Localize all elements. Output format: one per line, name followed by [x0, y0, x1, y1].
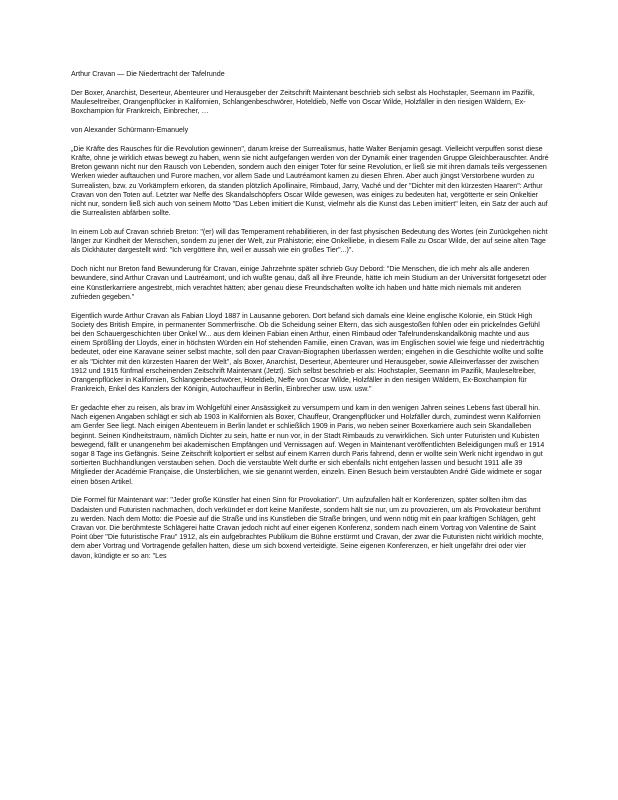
article-paragraph: In einem Lob auf Cravan schrieb Breton: "(er) will das Temperament rehabilitieren, in der fast physischen Bedeutung des Wortes (ein Zurückgehen nicht länger zur Kindheit der Menschen, sondern zu jener der Welt, zur Prähistorie; eine Onkelliebe, in diesem Falle zu Oscar Wilde, der auf seine alten Tage als Dickhäuter dargestellt wird: "Ich vergöttere ihn, weil er aussah wie ein großes Tier"...)". [71, 228, 548, 255]
article-lead: Der Boxer, Anarchist, Deserteur, Abenteurer und Herausgeber der Zeitschrift Maintenant beschrieb sich selbst als Hochstapler, Seemann im Pazifik, Mauleseltreiber, Orangenpflücker in Kalifornien, Schlangenbeschwörer, Hoteldieb, Neffe von Oscar Wilde, Holzfäller in den riesigen Wäldern, Ex-Boxchampion für Frankreich, Einbrecher, … [71, 88, 535, 116]
article-paragraph: „Die Kräfte des Rausches für die Revolution gewinnen", darum kreise der Surrealismus, hatte Walter Benjamin gesagt. Vielleicht verpuffen sonst diese Kräfte, ohne je wirklich etwas bewegt zu haben, wenn sie nicht aufgefangen werden von der Dynamik einer tragenden Gruppe Gleichberauschter. André Breton gewann nicht nur den Rausch von Lebenden, sondern auch den einiger Toter für seine Revolution, er ließ sie mit ihren damals teils vergessenen Werken wieder auftauchen und Furore machen, vor allem Sade und Lautréamont kamen zu diesen Ehren. Aber auch jüngst Verstorbene wurden zu Surrealisten, bzw. zu Vorkämpfern erkoren, da standen plötzlich Apollinaire, Rimbaud, Jarry, Vaché und der "Dichter mit den kürzesten Haaren": Arthur Cravan von den Toten auf. Letzter war Neffe des Skandalschöpfers Oscar Wilde gewesen, was einiges zu bedeuten hat, vergötterte er sein Onkeltier nicht nur, sondern ließ sich auch von seinem Motto "Das Leben imitiert die Kunst, vielmehr als die Kunst das Leben imitiert" leiten, ein Satz der auch auf die Surrealisten abfärben sollte. [71, 144, 549, 218]
article-byline: von Alexander Schürmann-Emanuely [71, 126, 189, 134]
article [71, 70, 549, 570]
article-title: Arthur Cravan — Die Niedertracht der Tafelrunde [71, 70, 225, 78]
article-paragraph: Er gedachte eher zu reisen, als brav im Wohlgefühl einer Ansässigkeit zu versumpern und kam in den wenigen Jahren seines Lebens fast überall hin. Nach eigenen Angaben schlägt er sich ab 1903 in Kalifornien als Boxer, Chauffeur, Orangenpflücker und Holzfäller durch, zumindest wenn Kalifornien am Genfer See liegt. Nach einigen Abenteuern in Berlin landet er schließlich 1909 in Paris, wo neben seiner Boxerkarriere auch sein Skandalleben beginnt. Seinen Kindheitstraum, nämlich Dichter zu sein, hatte er nun vor, in der Stadt Rimbauds zu verwirklichen. Sich unter Futuristen und Kubisten bewegend, fällt er unangenehm bei akademischen Empfängen und Vernissagen auf. Wegen in Maintenant veröffentlichten Beleidigungen muß er 1914 sogar 8 Tage ins Gefängnis. Seine Zeitschrift kolportiert er selbst auf einem Karren durch Paris fahrend, denn er wollte sein Werk nicht irgendwo in gut sortierten Buchhandlungen verstauben sehen. Doch die verstaubte Welt durfte er sich ebenfalls nicht entgehen lassen und besucht 1911 alle 39 Mitglieder der Académie Française, die Unsterblichen, wie sie genannt werden, einzeln. Einen Besuch beim verstaubten André Gide widmete er sogar einen bösen Artikel. [71, 404, 545, 486]
article-paragraph: Die Formel für Maintenant war: "Jeder große Künstler hat einen Sinn für Provokation". Um aufzufallen hält er Konferenzen, später sollten ihm das Dadaisten und Futuristen nachmachen, doch verkündet er dort keine Manifeste, sondern hält sie nur, um zu provozieren, um als Provokateur berühmt zu werden. Nach dem Motto: die Poesie auf die Straße und ins Kunstleben die Straße bringen, und wenn nötig mit ein paar kräftigen Schlägen, geht Cravan vor. Die berühmteste Schlägerei hatte Cravan jedoch nicht auf einer eigenen Konferenz, sondern nach einem Vortrag von Valentine de Saint Point über "Die futuristische Frau" 1912, als ein aufgebrachtes Publikum die Bühne erstürmt und Cravan, der zwar die Futuristen nicht wirklich mochte, dem aber Vortrag und Vortragende gefallen hatten, diese um sich boxend verteidigte. Seine eigenen Konferenzen, er hielt ungefähr drei oder vier davon, kündigte er so an: "Les [71, 496, 544, 560]
article-paragraph: Eigentlich wurde Arthur Cravan als Fabian Lloyd 1887 in Lausanne geboren. Dort befand sich damals eine kleine englische Kolonie, ein Stück High Society des British Empire, in permanenter Sommerfrische. Ob die Scheidung seiner Eltern, das sich ausgestoßen fühlen oder ein prickelndes Gefühl bei den Schauergeschichten über Onkel W... aus dem kleinen Fabian einen Arthur, einen Rimbaud oder Tafelrundenskandalkönig machte und aus einem Sprößling der Lloyds, einer in höchsten Würden ein Hof stehenden Familie, einen Cravan, was im Englischen soviel wie feige und niederträchtig bedeutet, oder eine Karavane seiner selbst machte, soll den paar Cravan-Biographen überlassen werden; eingehen in die Geschichte wollte und sollte er als "Dichter mit den kürzesten Haaren der Welt", als Boxer, Anarchist, Deserteur, Abenteurer und Herausgeber, sowie Alleinverfasser der zwischen 1912 und 1915 fünfmal erscheinenden Zeitschrift Maintenant (Jetzt). Sich selbst beschrieb er als: Hochstapler, Seemann im Pazifik, Mauleseltreiber, Orangenpflücker in Kalifornien, Schlangenbeschwörer, Hoteldieb, Neffe von Oscar Wilde, Holzfäller in den riesigen Wäldern, Ex-Boxchampion für Frankreich, Enkel des Kanzlers der Königin, Autochauffeur in Berlin, Einbrecher usw. usw. usw." [71, 311, 545, 394]
article-paragraph: Doch nicht nur Breton fand Bewunderung für Cravan, einige Jahrzehnte später schrieb Guy Debord: "Die Menschen, die ich mehr als alle anderen bewundere, sind Arthur Cravan und Lautréamont, und ich wußte genau, daß all ihre Freunde, hätte ich mein Studium an der Universität fortgesetzt oder eine Künstlerkarriere angestrebt, mich verachtet hätten; aber genau diese Freundschaften wollte ich haben und hätte mich niemals mit anderen zufrieden gegeben." [71, 265, 547, 301]
